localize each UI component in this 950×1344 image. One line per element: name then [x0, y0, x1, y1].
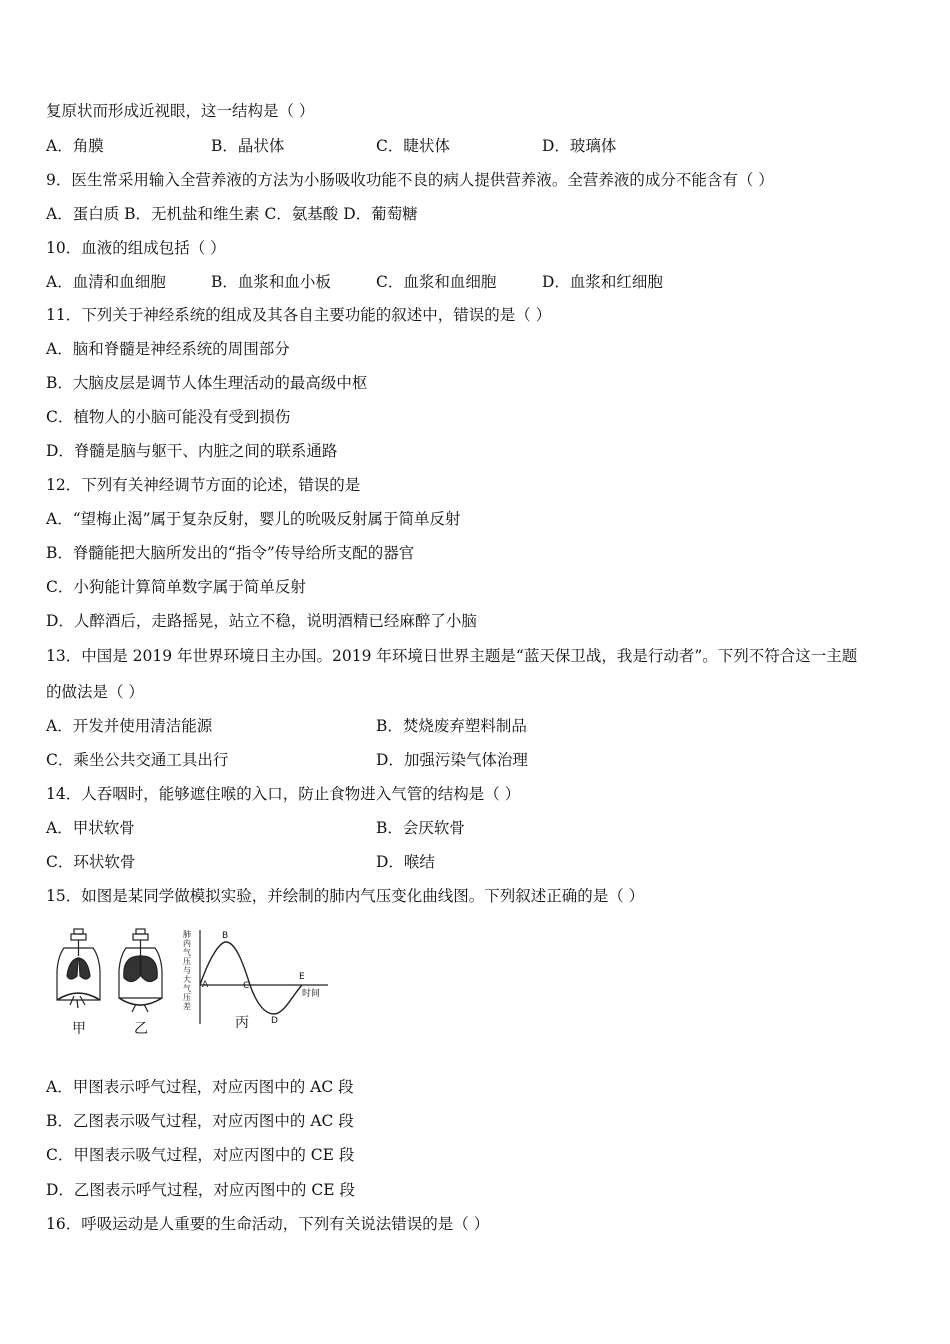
q15-option-c: C．甲图表示吸气过程，对应丙图中的 CE 段 — [46, 1146, 355, 1164]
label-yi: 乙 — [134, 1021, 148, 1037]
q10-option-c: C．血浆和血细胞 — [376, 273, 497, 291]
curve-point-b: B — [222, 931, 229, 941]
curve-point-d: D — [271, 1016, 278, 1026]
q14-option-b: B．会厌软骨 — [376, 819, 465, 837]
pressure-curve-graph — [200, 930, 328, 1024]
q10-option-a: A．血清和血细胞 — [46, 273, 166, 291]
q13-option-d: D．加强污染气体治理 — [376, 751, 528, 769]
q12-option-b: B．脊髓能把大脑所发出的“指令”传导给所支配的器官 — [46, 544, 415, 562]
q11-option-b: B．大脑皮层是调节人体生理活动的最高级中枢 — [46, 374, 368, 392]
q12-option-c: C．小狗能计算简单数字属于简单反射 — [46, 578, 306, 596]
q11-option-c: C．植物人的小脑可能没有受到损伤 — [46, 408, 291, 426]
q12-stem: 12．下列有关神经调节方面的论述，错误的是 — [46, 476, 361, 494]
q9-options: A．蛋白质 B．无机盐和维生素 C．氨基酸 D．葡萄糖 — [46, 205, 418, 223]
q16-stem: 16．呼吸运动是人重要的生命活动，下列有关说法错误的是（ ） — [46, 1215, 490, 1233]
q13-option-b: B．焚烧废弃塑料制品 — [376, 717, 527, 735]
q10-option-b: B．血浆和血小板 — [211, 273, 331, 291]
q12-option-d: D．人醉酒后，走路摇晃，站立不稳，说明酒精已经麻醉了小脑 — [46, 612, 477, 630]
q13-stem: 13．中国是 2019 年世界环境日主办国。2019 年环境日世界主题是“蓝天保卫战，我是行动者”。下列不符合这一主题 — [46, 647, 858, 665]
y-axis-label: 肺内气压与大气压差 — [183, 930, 191, 1011]
q14-option-c: C．环状软骨 — [46, 853, 136, 871]
q14-option-d: D．喉结 — [376, 853, 435, 871]
q12-option-a: A．“望梅止渴”属于复杂反射，婴儿的吮吸反射属于简单反射 — [46, 510, 461, 528]
pressure-curve — [200, 942, 302, 1014]
x-axis-label: 时间 — [302, 989, 321, 999]
q9-stem: 9．医生常采用输入全营养液的方法为小肠吸收功能不良的病人提供营养液。全营养液的成分不能含有（ ） — [46, 171, 774, 189]
curve-point-e: E — [299, 972, 305, 982]
q11-option-d: D．脊髓是脑与躯干、内脏之间的联系通路 — [46, 442, 338, 460]
q10-stem: 10．血液的组成包括（ ） — [46, 239, 226, 257]
q13-stem-continuation: 的做法是（ ） — [46, 683, 144, 701]
label-jia: 甲 — [72, 1021, 86, 1037]
q15-option-d: D．乙图表示呼气过程，对应丙图中的 CE 段 — [46, 1181, 355, 1199]
q15-option-a: A．甲图表示呼气过程，对应丙图中的 AC 段 — [46, 1078, 354, 1096]
q8-option-d: D．玻璃体 — [542, 137, 617, 155]
q11-option-a: A．脑和脊髓是神经系统的周围部分 — [46, 340, 290, 358]
q15-stem: 15．如图是某同学做模拟实验，并绘制的肺内气压变化曲线图。下列叙述正确的是（ ） — [46, 887, 645, 905]
curve-point-a: A — [202, 980, 209, 990]
q8-option-c: C．睫状体 — [376, 137, 450, 155]
q8-stem-continuation: 复原状而形成近视眼，这一结构是（ ） — [46, 102, 315, 120]
q8-option-a: A．角膜 — [46, 137, 104, 155]
q8-option-b: B．晶状体 — [211, 137, 285, 155]
q13-option-c: C．乘坐公共交通工具出行 — [46, 751, 229, 769]
bell-jar-lung-model-figure — [52, 926, 342, 1041]
q14-option-a: A．甲状软骨 — [46, 819, 135, 837]
q13-option-a: A．开发并使用清洁能源 — [46, 717, 213, 735]
q15-figure — [52, 926, 342, 1041]
bell-jar-yi — [119, 929, 162, 1012]
q14-stem: 14．人吞咽时，能够遮住喉的入口，防止食物进入气管的结构是（ ） — [46, 785, 521, 803]
bell-jar-jia — [57, 929, 100, 1008]
q11-stem: 11．下列关于神经系统的组成及其各自主要功能的叙述中，错误的是（ ） — [46, 306, 552, 324]
curve-point-c: C — [243, 981, 250, 991]
q15-option-b: B．乙图表示吸气过程，对应丙图中的 AC 段 — [46, 1112, 354, 1130]
q10-option-d: D．血浆和红细胞 — [542, 273, 663, 291]
label-bing: 丙 — [235, 1015, 249, 1031]
